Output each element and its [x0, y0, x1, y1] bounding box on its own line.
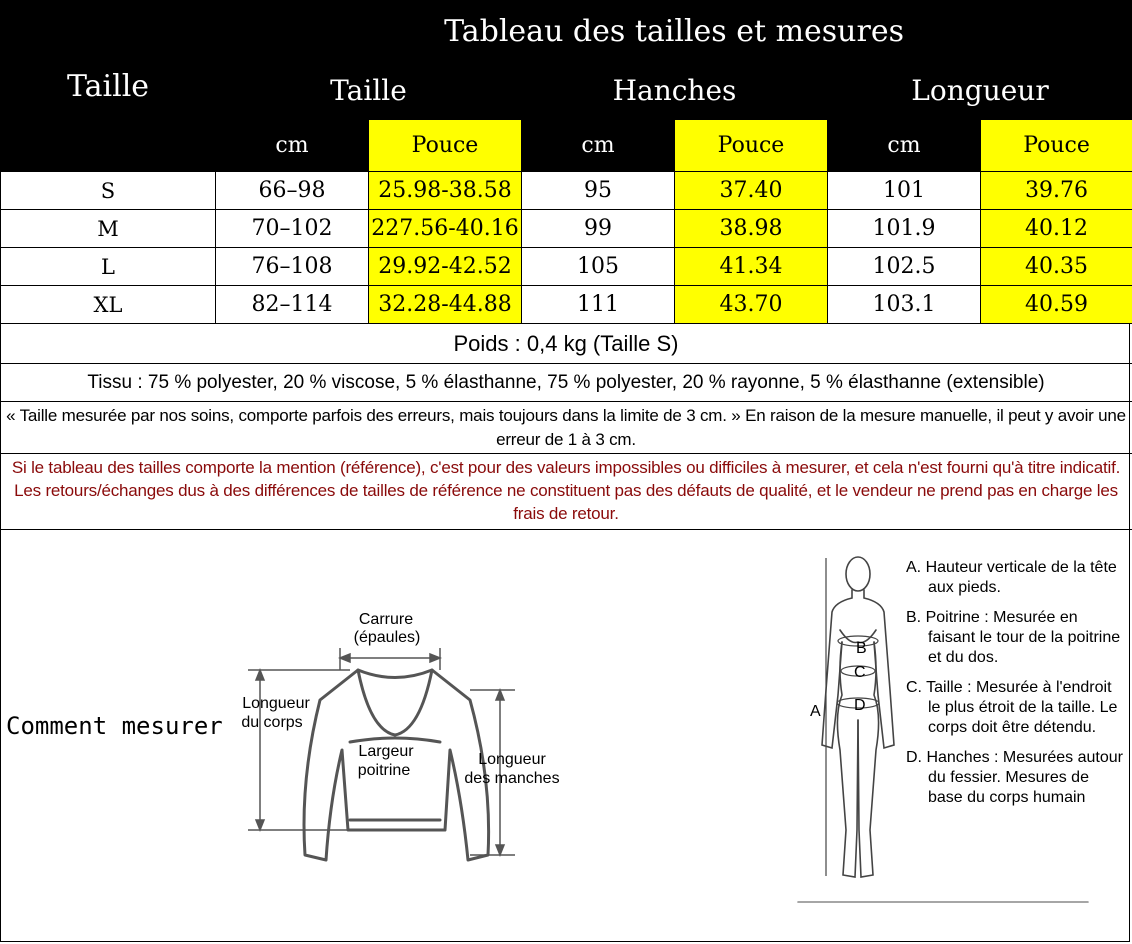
how-to-measure-title: Comment mesurer — [6, 712, 223, 740]
legend-item-hips — [906, 748, 1126, 808]
size-chart-table — [0, 0, 1132, 324]
table-cell: 95 — [522, 172, 675, 210]
legend-item-waist — [906, 678, 1126, 738]
table-cell: 76–108 — [216, 248, 369, 286]
shoulder-label-line1: Carrure — [358, 611, 414, 628]
group-header-length: Longueur — [828, 62, 1132, 120]
measurement-note: « Taille mesurée par nos soins, comporte parfois des erreurs, mais toujours dans la limite de 3 cm. » En raison de la mesure manuelle, il peut y avoir une erreur de 1 à 3 cm. — [0, 402, 1132, 454]
legend-text: D. Hanches : Mesurées autour du fessier. Mesures de base du corps humain — [906, 749, 1123, 806]
table-cell: 25.98-38.58 — [369, 172, 522, 210]
sleeve-label-line2: des manches — [464, 770, 560, 787]
size-label: L — [1, 248, 216, 286]
table-cell: 32.28-44.88 — [369, 286, 522, 324]
body-letter-b: B — [856, 640, 867, 657]
table-row — [1, 172, 1132, 210]
table-cell: 101.9 — [828, 210, 981, 248]
weight-info: Poids : 0,4 kg (Taille S) — [0, 324, 1132, 364]
legend-text: A. Hauteur verticale de la tête aux pieds. — [906, 559, 1117, 596]
table-cell: 82–114 — [216, 286, 369, 324]
shoulder-label-line2: (épaules) — [353, 629, 421, 646]
table-cell: 227.56-40.16 — [369, 210, 522, 248]
body-length-label-line1: Longueur — [242, 695, 310, 712]
size-label: S — [1, 172, 216, 210]
table-cell: 39.76 — [981, 172, 1132, 210]
table-cell: 29.92-42.52 — [369, 248, 522, 286]
legend-item-height — [906, 558, 1126, 598]
body-letter-d: D — [854, 697, 866, 714]
legend-text: C. Taille : Mesurée à l'endroit le plus étroit de la taille. Le corps doit être détendu. — [906, 679, 1118, 736]
table-row — [1, 210, 1132, 248]
table-cell: 38.98 — [675, 210, 828, 248]
table-title: Tableau des tailles et mesures — [216, 1, 1132, 62]
table-cell: 66–98 — [216, 172, 369, 210]
table-cell: 37.40 — [675, 172, 828, 210]
fabric-info: Tissu : 75 % polyester, 20 % viscose, 5 % élasthanne, 75 % polyester, 20 % rayonne, 5 % élasthanne (extensible) — [0, 364, 1132, 402]
table-cell: 40.35 — [981, 248, 1132, 286]
chest-label-line2: poitrine — [357, 762, 411, 779]
unit-header-cm: cm — [216, 120, 369, 172]
unit-header-cm: cm — [828, 120, 981, 172]
body-letter-c: C — [854, 664, 866, 681]
table-cell: 102.5 — [828, 248, 981, 286]
unit-header-inch: Pouce — [675, 120, 828, 172]
table-cell: 103.1 — [828, 286, 981, 324]
body-measure-legend — [906, 558, 1126, 818]
legend-text: B. Poitrine : Mesurée en faisant le tour de la poitrine et du dos. — [906, 609, 1121, 666]
unit-header-inch: Pouce — [369, 120, 522, 172]
table-row — [1, 286, 1132, 324]
table-cell: 41.34 — [675, 248, 828, 286]
table-cell: 43.70 — [675, 286, 828, 324]
group-header-hips: Hanches — [522, 62, 828, 120]
reference-warning: Si le tableau des tailles comporte la mention (référence), c'est pour des valeurs impossibles ou difficiles à mesurer, et cela n'est fourni qu'à titre indicatif. Les retours/échanges dus à des différences de tailles de référence ne constituent pas des défauts de qualité, et le vendeur ne prend pas en charge les frais de retour. — [0, 454, 1132, 530]
table-cell: 99 — [522, 210, 675, 248]
table-cell: 40.12 — [981, 210, 1132, 248]
sleeve-label-line1: Longueur — [478, 751, 546, 768]
unit-header-inch: Pouce — [981, 120, 1132, 172]
size-label: M — [1, 210, 216, 248]
body-letter-a: A — [810, 703, 821, 720]
size-label: XL — [1, 286, 216, 324]
table-cell: 111 — [522, 286, 675, 324]
body-length-label-line2: du corps — [241, 714, 303, 731]
size-column-header: Taille — [1, 1, 216, 172]
table-cell: 70–102 — [216, 210, 369, 248]
table-row — [1, 248, 1132, 286]
table-cell: 101 — [828, 172, 981, 210]
unit-header-cm: cm — [522, 120, 675, 172]
legend-item-chest — [906, 608, 1126, 668]
table-cell: 40.59 — [981, 286, 1132, 324]
body-measure-lines — [826, 558, 879, 876]
table-cell: 105 — [522, 248, 675, 286]
group-header-waist: Taille — [216, 62, 522, 120]
chest-label-line1: Largeur — [358, 743, 414, 760]
